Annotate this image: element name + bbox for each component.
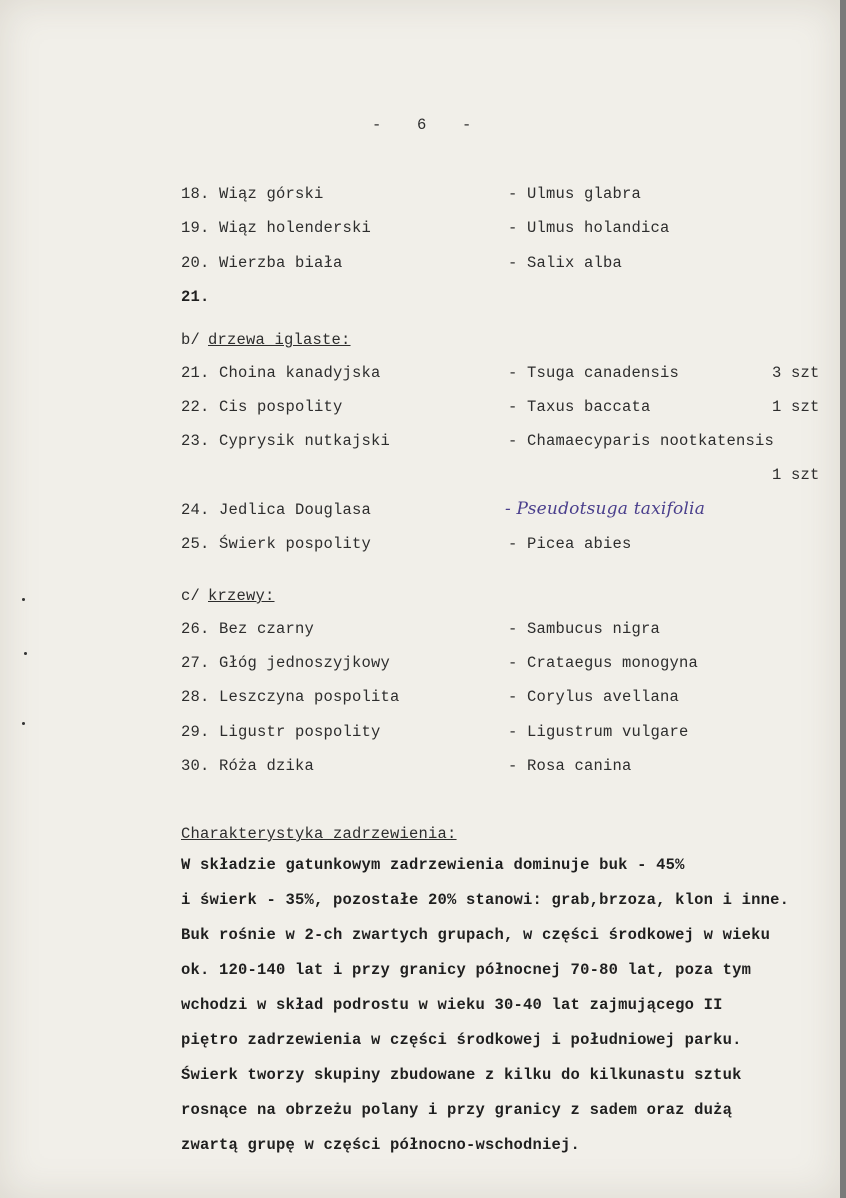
section-heading-shrubs: krzewy: <box>208 587 275 605</box>
struck-list-number: 21. <box>181 288 210 306</box>
latin-name: - Ulmus glabra <box>508 185 642 203</box>
characteristics-heading: Charakterystyka zadrzewienia: <box>181 825 457 843</box>
list-number: 20. <box>181 254 210 272</box>
paragraph-line: piętro zadrzewienia w części środkowej i południowej parku. <box>181 1031 742 1049</box>
list-number: 21. <box>181 364 210 382</box>
margin-speck <box>22 722 25 725</box>
polish-name: Cis pospolity <box>219 398 343 416</box>
paragraph-line: Buk rośnie w 2-ch zwartych grupach, w części środkowej w wieku <box>181 926 771 944</box>
list-number: 29. <box>181 723 210 741</box>
polish-name: Wierzba biała <box>219 254 343 272</box>
paragraph-line: zwartą grupę w części północno-wschodniej. <box>181 1136 581 1154</box>
latin-name: - Tsuga canadensis <box>508 364 680 382</box>
list-number: 22. <box>181 398 210 416</box>
list-number: 24. <box>181 501 210 519</box>
paragraph-line: i świerk - 35%, pozostałe 20% stanowi: grab,brzoza, klon i inne. <box>181 891 790 909</box>
polish-name: Świerk pospolity <box>219 535 372 553</box>
latin-name: - Salix alba <box>508 254 623 272</box>
list-number: 28. <box>181 688 210 706</box>
polish-name: Róża dzika <box>219 757 315 775</box>
polish-name: Bez czarny <box>219 620 315 638</box>
latin-name: - Ligustrum vulgare <box>508 723 689 741</box>
characteristics-paragraph <box>181 854 831 1169</box>
handwritten-latin-name: - Pseudotsuga taxifolia <box>505 499 706 519</box>
polish-name: Wiąz górski <box>219 185 324 203</box>
section-prefix: b/ <box>181 331 201 349</box>
latin-name: - Corylus avellana <box>508 688 680 706</box>
polish-name: Ligustr pospolity <box>219 723 381 741</box>
count: 1 szt <box>772 398 820 416</box>
polish-name: Cyprysik nutkajski <box>219 432 391 450</box>
latin-name: - Taxus baccata <box>508 398 651 416</box>
list-number: 27. <box>181 654 210 672</box>
polish-name: Choina kanadyjska <box>219 364 381 382</box>
paragraph-line: ok. 120-140 lat i przy granicy północnej 70-80 lat, poza tym <box>181 961 752 979</box>
count: 1 szt <box>772 466 820 484</box>
latin-name: - Chamaecyparis nootkatensis <box>508 432 775 450</box>
count: 3 szt <box>772 364 820 382</box>
paragraph-line: wchodzi w skład podrostu w wieku 30-40 lat zajmującego II <box>181 996 723 1014</box>
latin-name: - Rosa canina <box>508 757 632 775</box>
list-number: 23. <box>181 432 210 450</box>
latin-name: - Crataegus monogyna <box>508 654 699 672</box>
latin-name: - Ulmus holandica <box>508 219 670 237</box>
latin-name: - Picea abies <box>508 535 632 553</box>
polish-name: Leszczyna pospolita <box>219 688 400 706</box>
margin-speck <box>22 598 25 601</box>
polish-name: Głóg jednoszyjkowy <box>219 654 391 672</box>
page-number: - 6 - <box>372 116 472 134</box>
list-number: 25. <box>181 535 210 553</box>
polish-name: Jedlica Douglasa <box>219 501 372 519</box>
latin-name: - Sambucus nigra <box>508 620 661 638</box>
section-prefix: c/ <box>181 587 201 605</box>
list-number: 18. <box>181 185 210 203</box>
polish-name: Wiąz holenderski <box>219 219 372 237</box>
list-number: 26. <box>181 620 210 638</box>
list-number: 19. <box>181 219 210 237</box>
section-heading-conifers: drzewa iglaste: <box>208 331 351 349</box>
paragraph-line: rosnące na obrzeżu polany i przy granicy z sadem oraz dużą <box>181 1101 733 1119</box>
list-number: 30. <box>181 757 210 775</box>
paragraph-line: W składzie gatunkowym zadrzewienia dominuje buk - 45% <box>181 856 685 874</box>
paragraph-line: Świerk tworzy skupiny zbudowane z kilku do kilkunastu sztuk <box>181 1066 742 1084</box>
margin-speck <box>24 652 27 655</box>
